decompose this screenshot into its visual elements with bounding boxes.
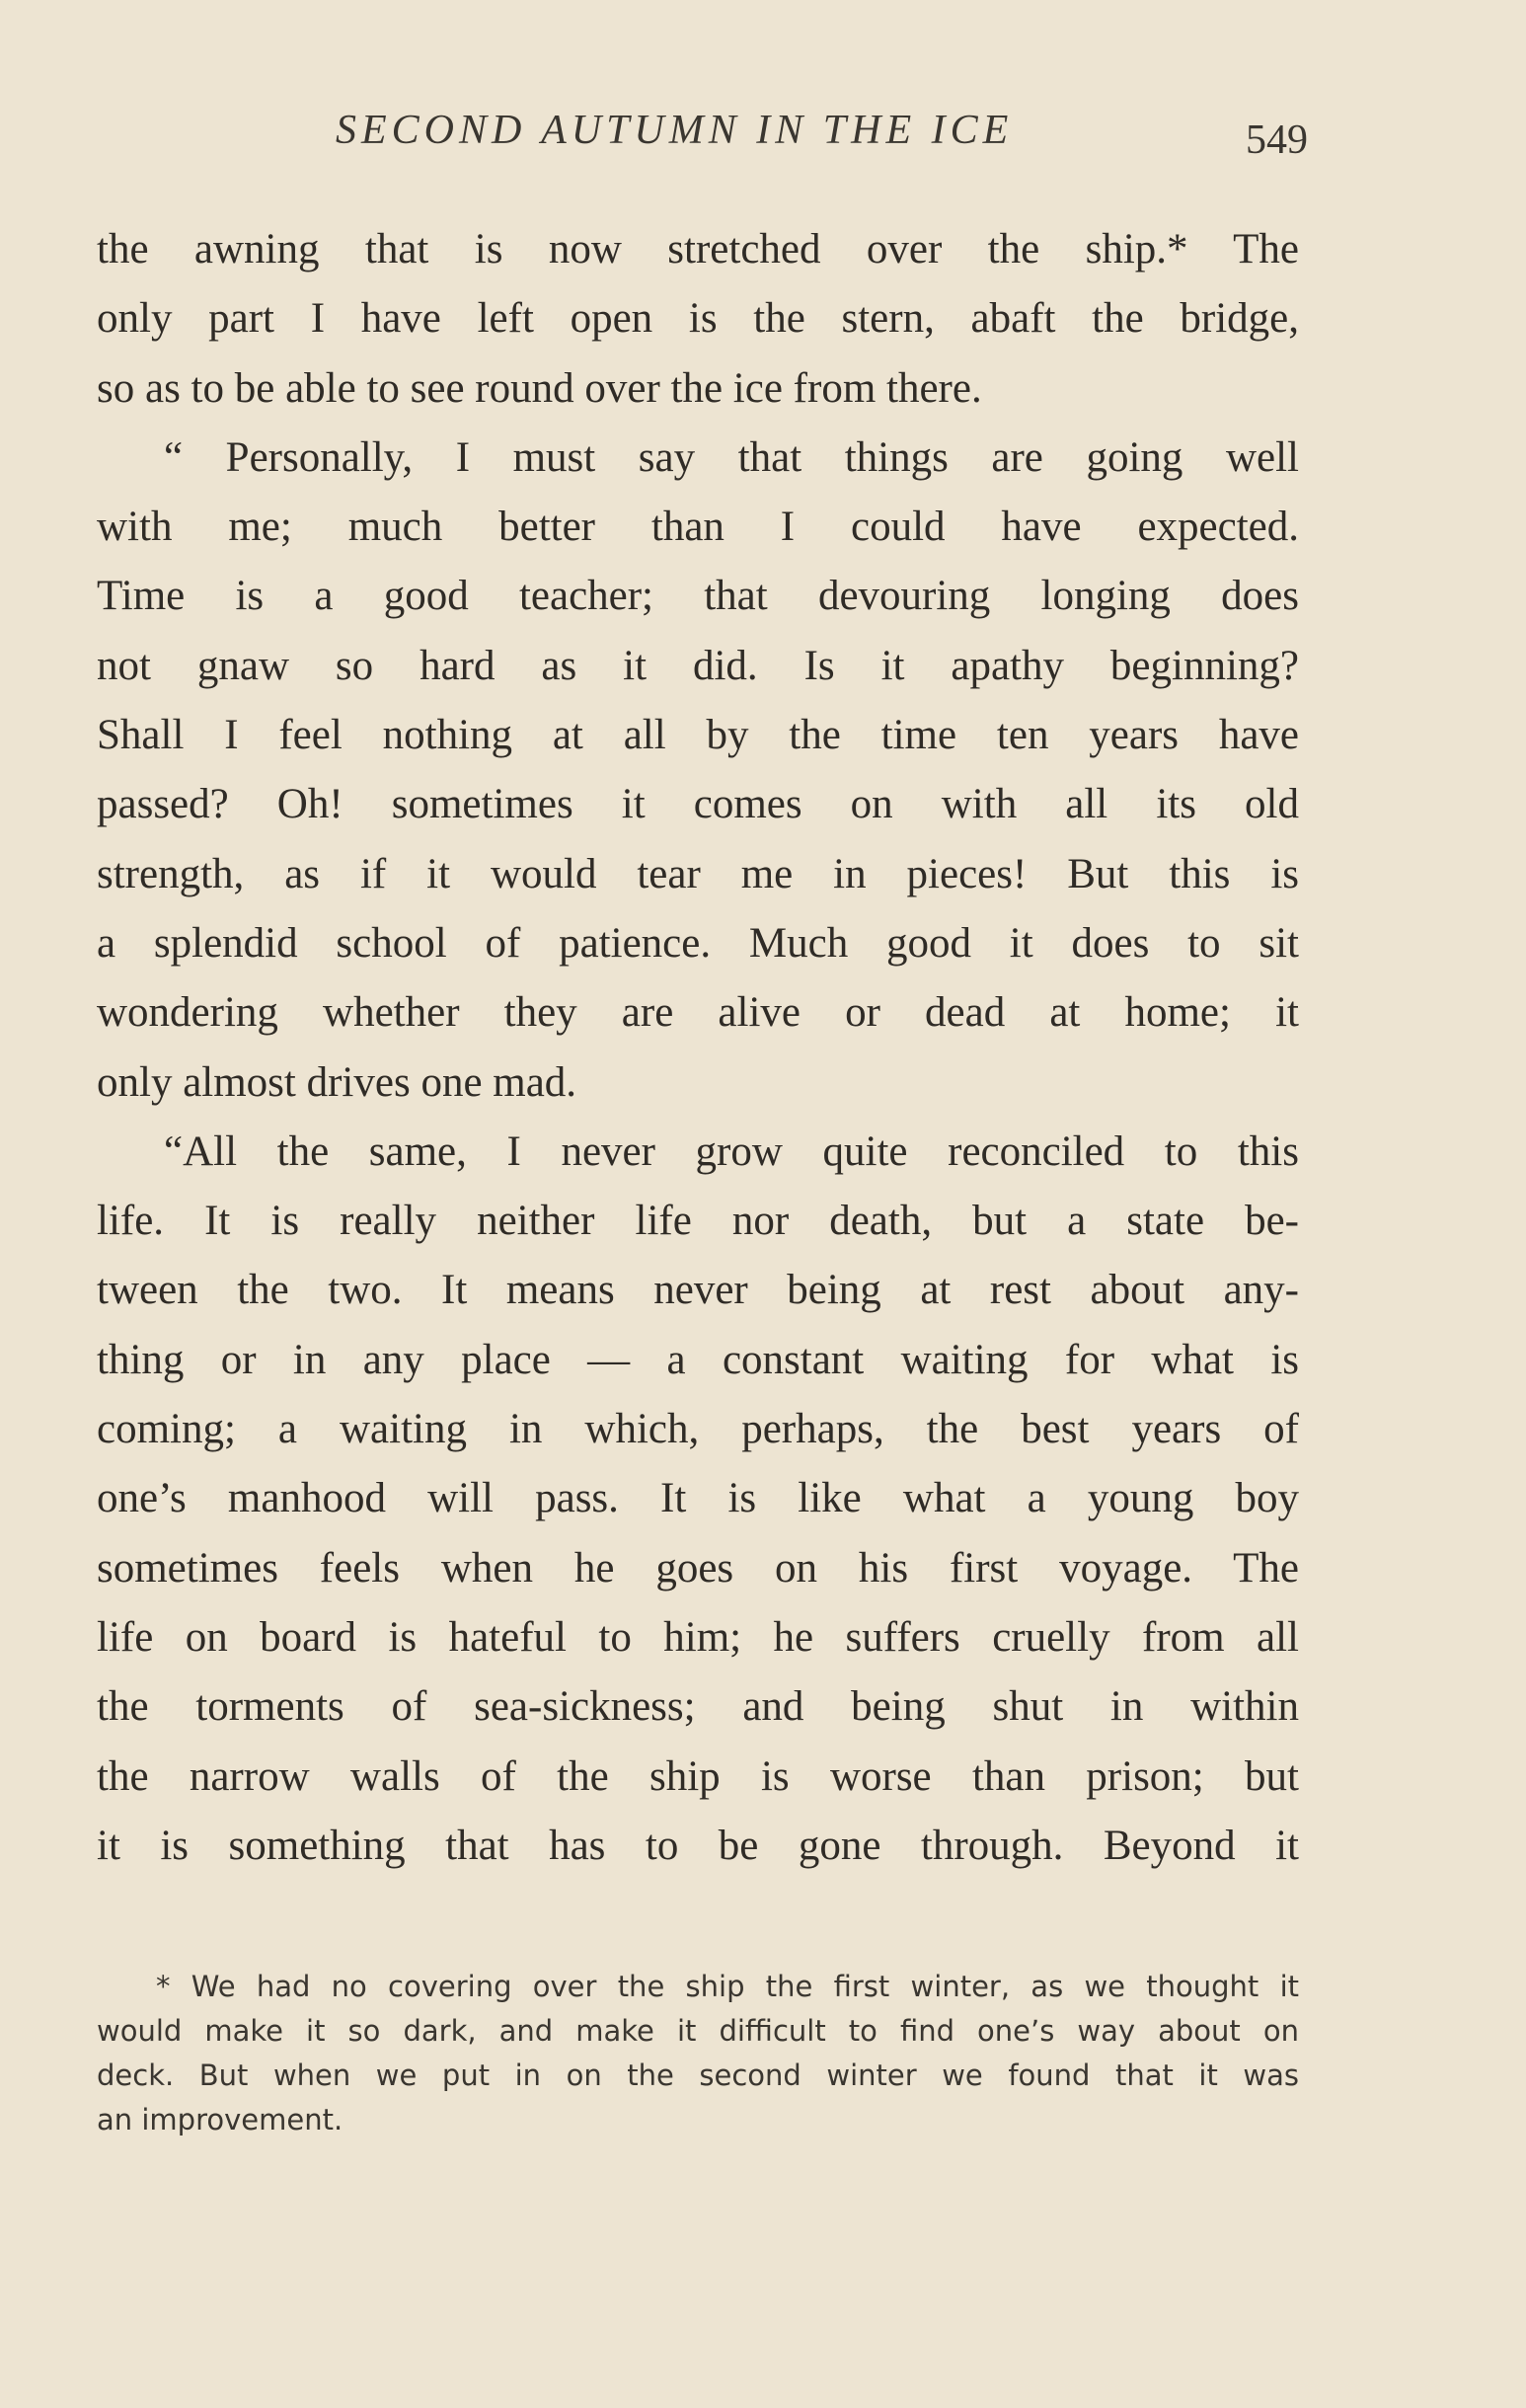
footnote-line: would make it so dark, and make it difficult to find one’s way about on bbox=[97, 2014, 1299, 2048]
footnote-line: an improvement. bbox=[97, 2103, 343, 2136]
body-line: with me; much better than I could have expected. bbox=[97, 504, 1299, 551]
body-line: “ Personally, I must say that things are going well bbox=[164, 433, 1299, 481]
body-line: wondering whether they are alive or dead at home; it bbox=[97, 989, 1299, 1037]
body-line: tween the two. It means never being at rest about any- bbox=[97, 1267, 1299, 1314]
body-line: coming; a waiting in which, perhaps, the best years of bbox=[97, 1406, 1299, 1453]
body-line: thing or in any place — a constant waiting for what is bbox=[97, 1336, 1299, 1383]
footnote-line: * We had no covering over the ship the first winter, as we thought it bbox=[156, 1970, 1299, 2003]
body-line: life. It is really neither life nor death, but a state be- bbox=[97, 1198, 1299, 1245]
body-line: Time is a good teacher; that devouring longing does bbox=[97, 573, 1299, 620]
footnote bbox=[97, 1965, 1299, 2142]
footnote-line: deck. But when we put in on the second winter we found that it was bbox=[97, 2058, 1299, 2092]
body-line: a splendid school of patience. Much good it does to sit bbox=[97, 919, 1299, 967]
body-line: passed? Oh! sometimes it comes on with all its old bbox=[97, 781, 1299, 828]
body-line: “All the same, I never grow quite reconciled to this bbox=[164, 1127, 1299, 1175]
running-head: SECOND AUTUMN IN THE ICE bbox=[336, 108, 1014, 153]
body-line: the narrow walls of the ship is worse than prison; but bbox=[97, 1752, 1299, 1800]
page-number: 549 bbox=[1246, 117, 1308, 163]
body-line: Shall I feel nothing at all by the time ten years have bbox=[97, 712, 1299, 759]
body-line: sometimes feels when he goes on his first voyage. The bbox=[97, 1544, 1299, 1592]
body-line: it is something that has to be gone through. Beyond it bbox=[97, 1822, 1299, 1869]
body-line: only part I have left open is the stern, abaft the bridge, bbox=[97, 295, 1299, 343]
body-line: life on board is hateful to him; he suffers cruelly from all bbox=[97, 1613, 1299, 1661]
body-text bbox=[97, 215, 1299, 1881]
body-line: the torments of sea-sickness; and being shut in within bbox=[97, 1683, 1299, 1731]
body-line: the awning that is now stretched over the ship.* The bbox=[97, 226, 1299, 272]
body-line: strength, as if it would tear me in pieces! But this is bbox=[97, 850, 1299, 897]
body-line: so as to be able to see round over the ice from there. bbox=[97, 364, 982, 412]
body-line: only almost drives one mad. bbox=[97, 1058, 577, 1106]
body-line: one’s manhood will pass. It is like what a young boy bbox=[97, 1475, 1299, 1522]
body-line: not gnaw so hard as it did. Is it apathy beginning? bbox=[97, 642, 1299, 689]
